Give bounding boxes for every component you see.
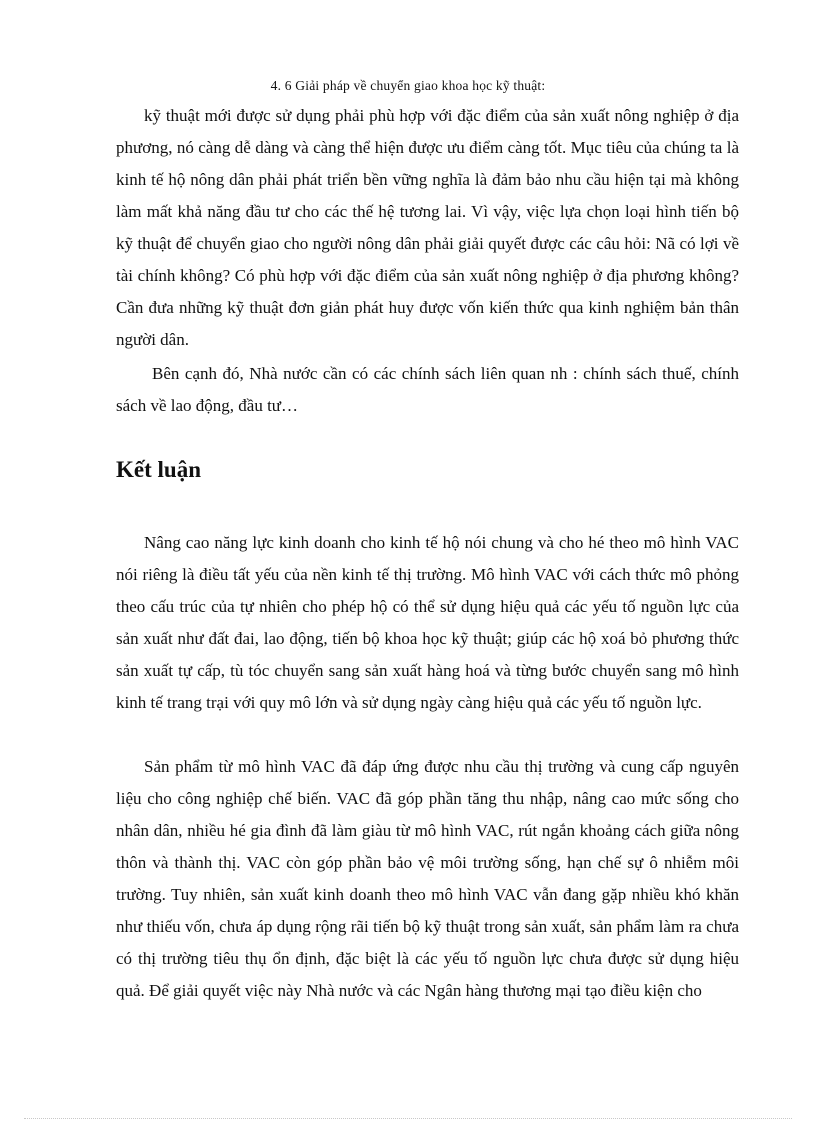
conclusion-paragraph-2: Sản phẩm từ mô hình VAC đã đáp ứng được nhu cầu thị trường và cung cấp nguyên liệu cho công nghiệp chế biến. VAC đã góp phần tăng thu nhập, nâng cao mức sống cho nhân dân, nhiều hé gia đình đã làm giàu từ mô hình VAC, rút ngắn khoảng cách giữa nông thôn và thành thị. VAC còn góp phần bảo vệ môi trường sống, hạn chế sự ô nhiễm môi trường. Tuy nhiên, sản xuất kinh doanh theo mô hình VAC vẫn đang gặp nhiều khó khăn như thiếu vốn, chưa áp dụng rộng rãi tiến bộ kỹ thuật trong sản xuất, sản phẩm làm ra chưa có thị trường tiêu thụ ổn định, đặc biệt là các yếu tố nguồn lực chưa được sử dụng hiệu quả. Để giải quyết việc này Nhà nước và các Ngân hàng thương mại tạo điều kiện cho [116,757,739,1000]
section-body [116,100,739,356]
conclusion-body-2 [116,751,739,1007]
section-paragraph-2: Bên cạnh đó, Nhà nước cần có các chính sách liên quan nh : chính sách thuế, chính sách về lao động, đầu tư… [116,364,739,415]
section-body-2 [116,358,739,422]
conclusion-title: Kết luận [116,457,201,482]
section-heading: 4. 6 Giải pháp về chuyển giao khoa học kỹ thuật: [270,78,546,93]
conclusion-paragraph-1: Nâng cao năng lực kinh doanh cho kinh tế hộ nói chung và cho hé theo mô hình VAC nói riêng là điều tất yếu của nền kinh tế thị trường. Mô hình VAC với cách thức mô phỏng theo cấu trúc của tự nhiên cho phép hộ có thể sử dụng hiệu quả các yếu tố nguồn lực của sản xuất như đất đai, lao động, tiến bộ khoa học kỹ thuật; giúp các hộ xoá bỏ phương thức sản xuất tự cấp, tù tóc chuyển sang sản xuất hàng hoá và từng bước chuyển sang mô hình kinh tế trang trại với quy mô lớn và sử dụng ngày càng hiệu quả các yếu tố nguồn lực. [116,533,739,712]
page-bottom-divider [24,1118,792,1119]
conclusion-body [116,527,739,719]
section-paragraph-1: kỹ thuật mới được sử dụng phải phù hợp với đặc điểm của sản xuất nông nghiệp ở địa phương, nó càng dễ dàng và càng thể hiện được ưu điểm càng tốt. Mục tiêu của chúng ta là kinh tế hộ nông dân phải phát triển bền vững nghĩa là đảm bảo nhu cầu hiện tại mà không làm mất khả năng đầu tư cho các thế hệ tương lai. Vì vậy, việc lựa chọn loại hình tiến bộ kỹ thuật để chuyển giao cho người nông dân phải giải quyết được các câu hỏi: Nã có lợi về tài chính không? Có phù hợp với đặc điểm của sản xuất nông nghiệp ở địa phương không? Cần đưa những kỹ thuật đơn giản phát huy được vốn kiến thức qua kinh nghiệm bản thân người dân. [116,106,739,349]
